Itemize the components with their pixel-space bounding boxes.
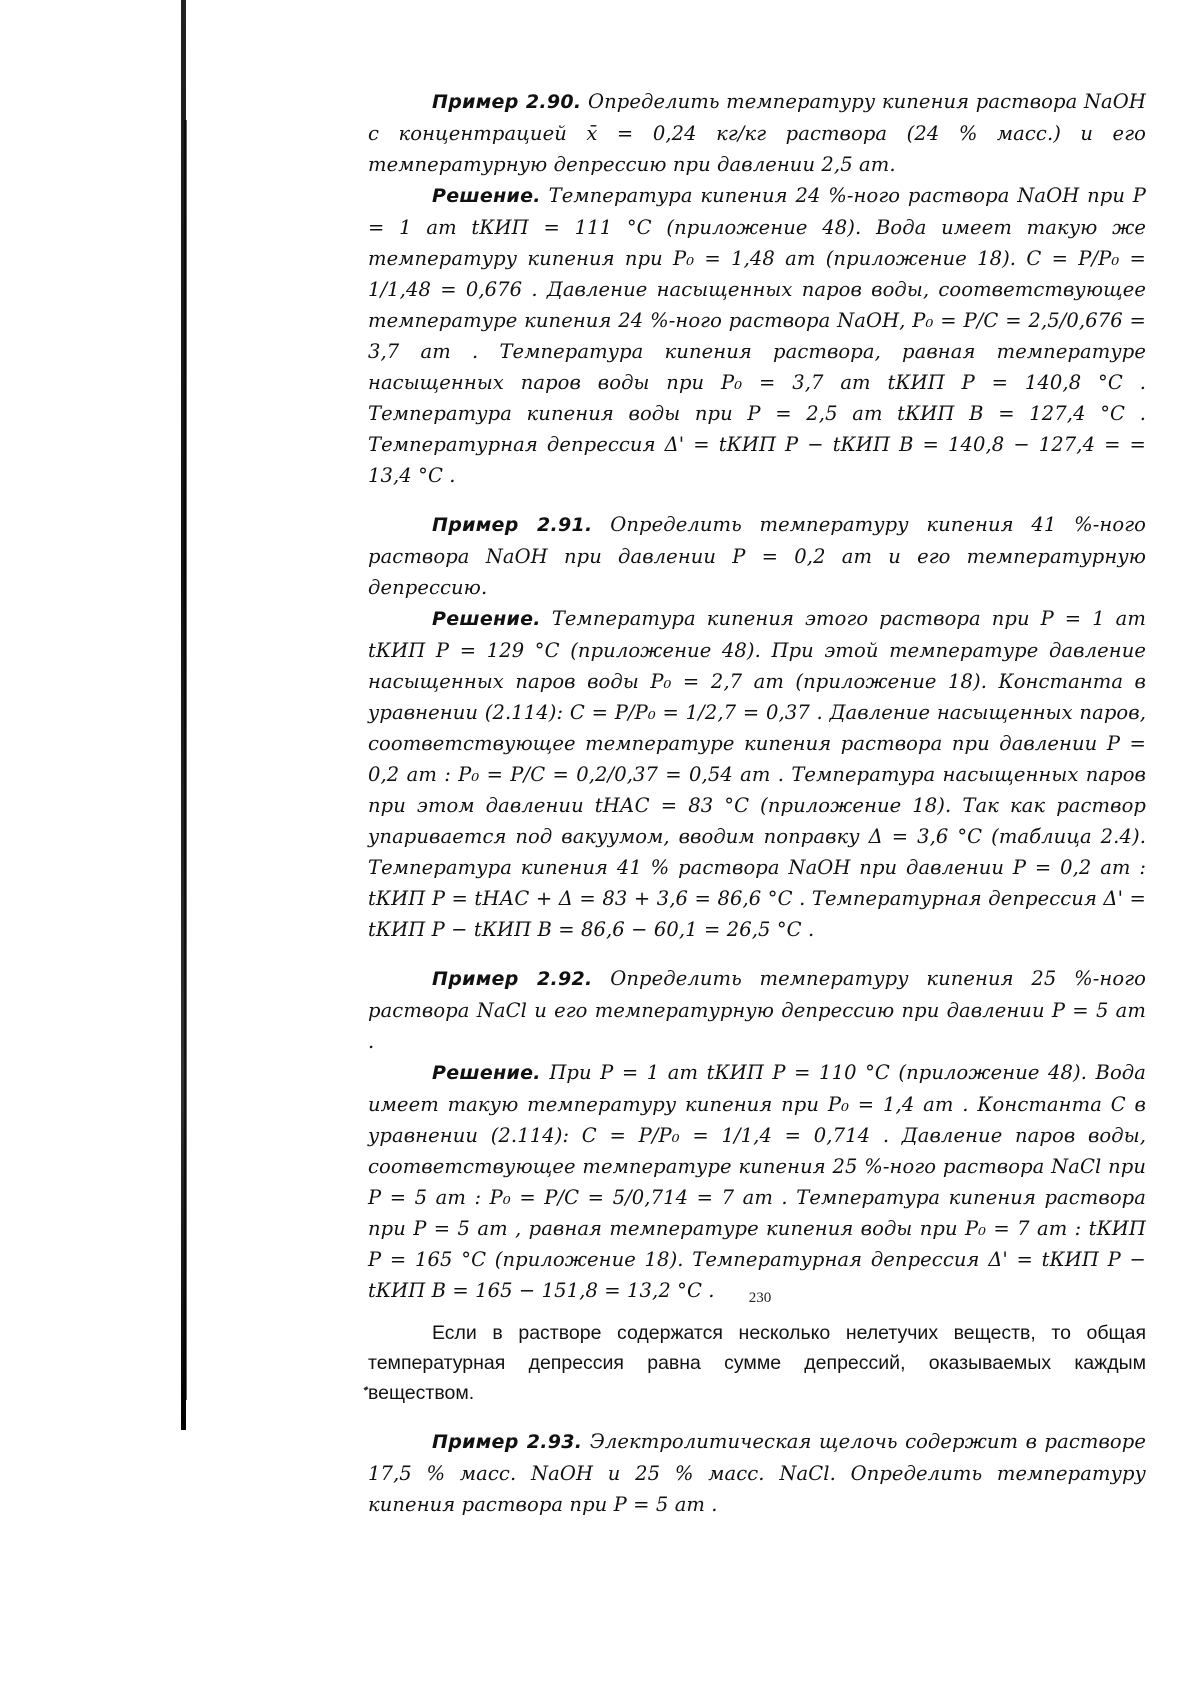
example-label: Пример 2.93. (432, 1431, 583, 1453)
example-label: Пример 2.91. (432, 514, 593, 536)
solution-text: Температура кипения 24 %-ного раствора NaOH при P = 1 ат tКИП = 111 °C (приложение 48). Вода имеет такую же температуру кипения при P₀ = 1,48 ат (приложение 18). C = P/P₀ = 1/1,48 = 0,676 . Давление насыщенных паров воды, соответствующее температуре кипения 24 %-ного раствора NaOH, P₀ = P/C = 2,5/0,676 = 3,7 ат . Температура кипения раствора, равная температуре насыщенных паров воды при P₀ = 3,7 ат tКИП Р = 140,8 °C . Температура кипения воды при P = 2,5 ат tКИП В = 127,4 °C . Температурная депрессия Δ' = tКИП Р − tКИП В = 140,8 − 127,4 = = 13,4 °C . (368, 184, 1146, 487)
example-problem-text: Определить температуру кипения 41 %-ного раствора NaOH при давлении P = 0,2 ат и его температурную депрессию. (368, 513, 1146, 599)
example-2-91-problem (368, 509, 1146, 603)
example-2-90-problem (368, 86, 1146, 180)
page-number: 230 (748, 1290, 772, 1306)
example-2-93-problem (368, 1426, 1146, 1520)
solution-label: Решение. (432, 608, 541, 630)
solution-text: Температура кипения этого раствора при P = 1 ат tКИП Р = 129 °C (приложение 48). При этой температуре давление насыщенных паров воды P₀ = 2,7 ат (приложение 18). Константа в уравнении (2.114): C = P/P₀ = 1/2,7 = 0,37 . Давление насыщенных паров, соответствующее температуре кипения раствора при давлении P = 0,2 ат : P₀ = P/C = 0,2/0,37 = 0,54 ат . Температура насыщенных паров при этом давлении tНАС = 83 °C (приложение 18). Так как раствор упаривается под вакуумом, вводим поправку Δ = 3,6 °C (таблица 2.4). Температура кипения 41 % раствора NaOH при давлении P = 0,2 ат : tКИП Р = tНАС + Δ = 83 + 3,6 = 86,6 °C . Температурная депрессия Δ' = tКИП Р − tКИП В = 86,6 − 60,1 = 26,5 °C . (368, 607, 1146, 941)
example-2-91-solution (368, 603, 1146, 945)
solution-text: При P = 1 ат tКИП Р = 110 °C (приложение 48). Вода имеет такую температуру кипения при P₀ = 1,4 ат . Константа C в уравнении (2.114): C = P/P₀ = 1/1,4 = 0,714 . Давление паров воды, соответствующее температуре кипения 25 %-ного раствора NaCl при P = 5 ат : P₀ = P/C = 5/0,714 = 7 ат . Температура кипения раствора при P = 5 ат , равная температуре кипения воды при P₀ = 7 ат : tКИП Р = 165 °C (приложение 18). Температурная депрессия Δ' = tКИП Р − tКИП В = 165 − 151,8 = 13,2 °C . (368, 1061, 1146, 1302)
example-problem-text: Определить температуру кипения раствора NaOH с концентрацией x̄ = 0,24 кг/кг раствора (24 % масс.) и его температурную депрессию при давлении 2,5 ат. (368, 90, 1146, 176)
solution-label: Решение. (432, 1062, 541, 1084)
example-label: Пример 2.90. (432, 91, 582, 113)
example-2-92-solution (368, 1057, 1146, 1306)
example-problem-text: Электролитическая щелочь содержит в растворе 17,5 % масс. NaOH и 25 % масс. NaCl. Определить температуру кипения раствора при P = 5 ат . (368, 1430, 1146, 1516)
example-problem-text: Определить температуру кипения 25 %-ного раствора NaCl и его температурную депрессию при давлении P = 5 ат . (368, 967, 1146, 1053)
solution-label: Решение. (432, 185, 541, 207)
example-2-92-problem (368, 963, 1146, 1057)
statement-paragraph: Если в растворе содержатся несколько нелетучих веществ, то общая температурная депрессия равна сумме депрессий, оказываемых каждым веществом. (368, 1322, 1146, 1404)
example-label: Пример 2.92. (432, 968, 593, 990)
scan-binding-shadow (184, 120, 187, 1400)
example-2-90-solution (368, 180, 1146, 491)
